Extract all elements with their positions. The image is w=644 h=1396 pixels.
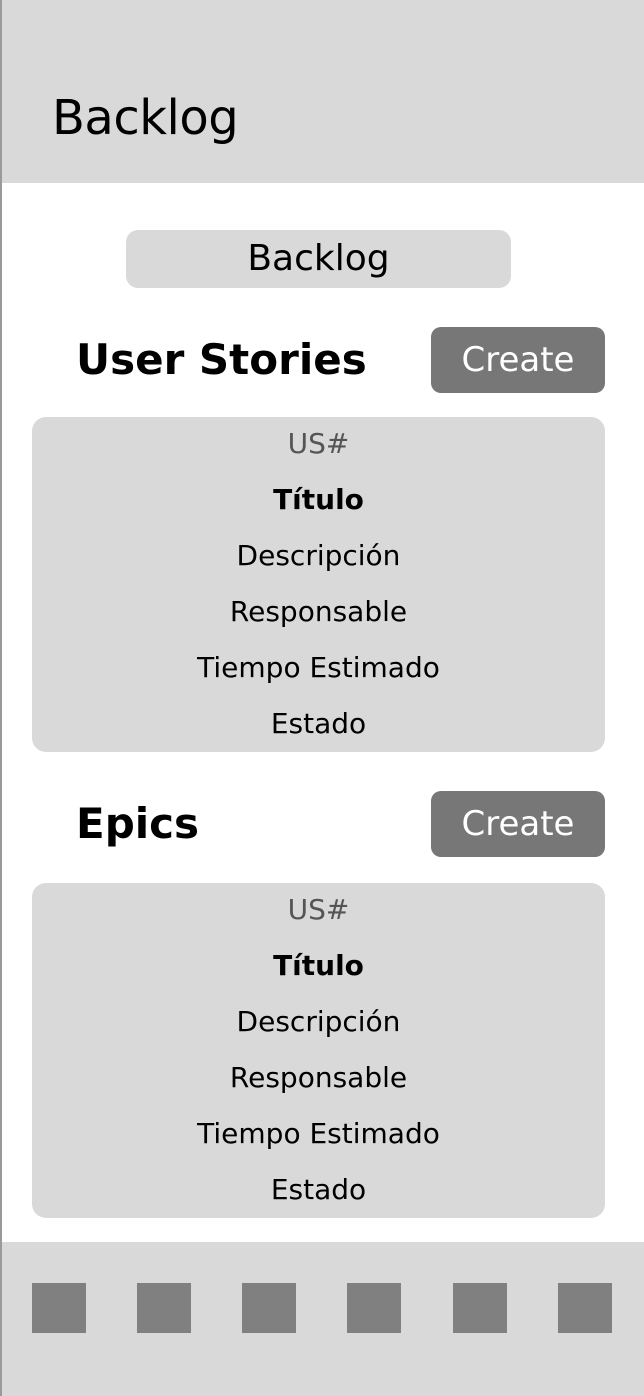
bottom-nav [0, 1242, 644, 1396]
epics-heading: Epics [76, 799, 200, 848]
epic-status: Estado [270, 1173, 367, 1206]
nav-item-6-icon[interactable] [558, 1283, 612, 1333]
nav-item-3-icon[interactable] [242, 1283, 296, 1333]
epic-estimate: Tiempo Estimado [197, 1117, 440, 1150]
epic-card[interactable] [32, 883, 605, 1218]
epic-description: Descripción [236, 1005, 401, 1038]
epic-title: Título [273, 949, 364, 982]
user-story-status: Estado [270, 707, 367, 740]
create-user-story-button[interactable]: Create [431, 327, 605, 393]
user-story-card[interactable] [32, 417, 605, 752]
user-story-estimate: Tiempo Estimado [197, 651, 440, 684]
nav-item-2-icon[interactable] [137, 1283, 191, 1333]
epic-id: US# [287, 893, 350, 926]
epic-owner: Responsable [229, 1061, 408, 1094]
nav-item-1-icon[interactable] [32, 1283, 86, 1333]
app-header [0, 0, 644, 183]
page-title: Backlog [52, 90, 239, 146]
user-story-owner: Responsable [229, 595, 408, 628]
user-stories-heading: User Stories [76, 335, 367, 384]
nav-item-4-icon[interactable] [347, 1283, 401, 1333]
create-epic-button[interactable]: Create [431, 791, 605, 857]
user-story-description: Descripción [236, 539, 401, 572]
user-story-id: US# [287, 427, 350, 460]
nav-item-5-icon[interactable] [453, 1283, 507, 1333]
user-story-title: Título [273, 483, 364, 516]
backlog-tab[interactable]: Backlog [126, 230, 511, 288]
